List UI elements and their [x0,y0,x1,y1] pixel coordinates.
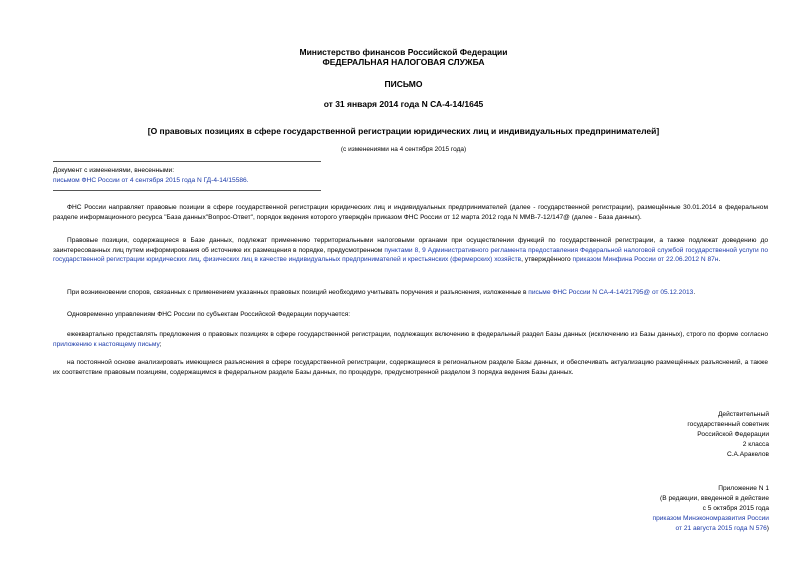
appendix-note-2: с 5 октября 2015 года [702,505,769,512]
paragraph-5-text-a: ежеквартально представлять предложения о правовых позициях в сфере государственной регистрации, подлежащих включению в федеральный раздел Базы данных (исключению из Базы данных), строго по форме согласно [67,331,768,338]
signature-line-1: Действительный [717,411,769,418]
paragraph-2-text-c: . [718,256,721,263]
appendix-block [569,484,769,534]
appendix-close-paren: ) [766,525,769,532]
paragraph-6 [53,358,768,377]
appendix-link[interactable]: приложению к настоящему письму [53,340,160,348]
signature-line-4: 2 класса [742,441,769,448]
minfin-order-link[interactable]: приказом Минфина России от 22.06.2012 N 87н [572,256,719,263]
paragraph-4-text: Одновременно управлениям ФНС России по субъектам Российской Федерации поручается: [67,311,351,318]
date-number-heading: от 31 января 2014 года N СА-4-14/1645 [323,99,484,109]
service-heading: ФЕДЕРАЛЬНАЯ НАЛОГОВАЯ СЛУЖБА [322,57,485,67]
paragraph-2-text-a: Правовые позиции, содержащиеся в Базе данных, подлежат применению территориальными налоговыми органами при осуществлении функций по государственной регистрации, а также подлежат доведению до заинтересованных лиц путем информирования об источнике их размещения в порядке, предусмотренном [53,237,768,254]
ministry-heading: Министерство финансов Российской Федерации [299,47,508,57]
regulation-link[interactable]: пунктами 8, 9 Административного регламента предоставления Федеральной налоговой службой государственной услуги по государственной регистрации юридических лиц, физических лиц в качестве индивидуальных предпринимателей и крестьянских (фермерских) хозяйств [53,246,768,263]
appendix-order-link-1[interactable]: приказом Минэкономразвития России [652,515,769,522]
changes-box-bottom-rule [53,190,321,191]
paragraph-3 [53,288,768,298]
paragraph-2 [53,236,768,265]
doc-type-heading: ПИСЬМО [384,79,423,89]
fns-letter-link[interactable]: письме ФНС России N СА-4-14/21795@ от 05.12.2013 [528,289,694,296]
paragraph-5-text-b: ; [159,340,162,348]
changes-box-top-rule [53,161,321,162]
signature-line-2: государственный советник [687,421,769,428]
appendix-title: Приложение N 1 [718,485,769,492]
paragraph-5 [53,330,768,349]
paragraph-1-text: ФНС России направляет правовые позиции в сфере государственной регистрации юридических лиц и индивидуальных предпринимателей (далее - государственной регистрации), размещённые 30.01.2014 в федеральном разделе информационного ресурса "База данных"Вопрос-Ответ", порядок ведения которого утверждён приказом ФНС России от 12 марта 2012 года N ММВ-7-12/147@ (далее - База данных). [53,204,768,221]
paragraph-2-text-b: , утверждённого [521,256,573,263]
signature-line-3: Российской Федерации [697,431,769,438]
changes-box-label: Документ с изменениями, внесенными: [53,167,175,174]
signatory-name: С.А.Аракелов [726,451,769,458]
paragraph-1 [53,203,768,222]
paragraph-3-text-a: При возникновении споров, связанных с применением указанных правовых позиций необходимо учитывать поручения и разъяснения, изложенные в [67,289,529,296]
revision-note: (с изменениями на 4 сентября 2015 года) [340,146,467,153]
appendix-note-1: (В редакции, введенной в действие [660,495,769,502]
appendix-order-link-2[interactable]: от 21 августа 2015 года N 576 [675,525,767,532]
document-title: [О правовых позициях в сфере государственной регистрации юридических лиц и индивидуальных предпринимателей] [147,126,660,136]
paragraph-4 [53,310,768,320]
signature-block [569,410,769,460]
changes-link[interactable]: письмом ФНС России от 4 сентября 2015 года N ГД-4-14/15586. [53,177,249,184]
paragraph-6-text: на постоянной основе анализировать имеющиеся разъяснения в сфере государственной регистрации, содержащиеся в региональном разделе Базы данных, и обеспечивать актуализацию размещённых разъяснений, а также их соответствие правовым позициям, содержащимся в федеральном разделе Базы данных, по процедуре, предусмотренной разделом 3 порядка ведения Базы данных. [53,359,768,376]
paragraph-3-text-b: . [693,289,696,296]
